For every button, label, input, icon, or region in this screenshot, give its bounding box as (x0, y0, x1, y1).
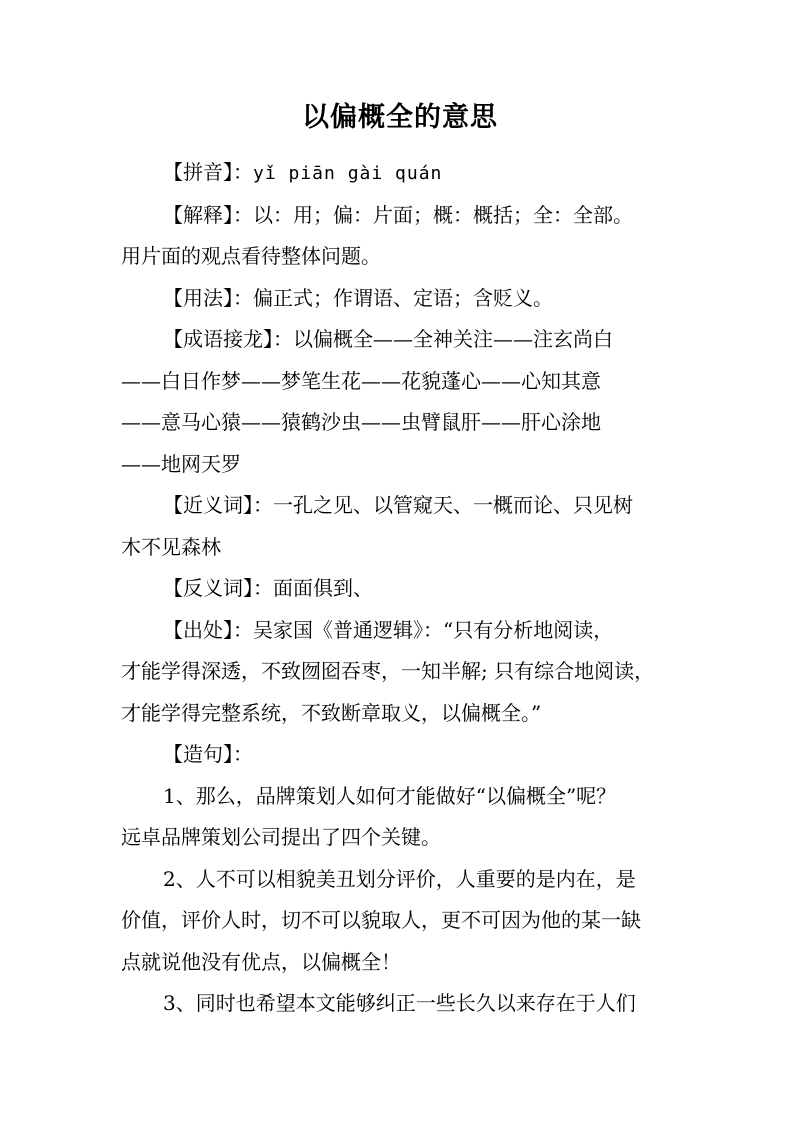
example-2-line-1: 2、人不可以相貌美丑划分评价，人重要的是内在，是 (163, 866, 636, 891)
example-1-line-1: 1、那么，品牌策划人如何才能做好“以偏概全”呢？ (163, 783, 617, 808)
synonyms-text-1: 一孔之见、以管窥天、一概而论、只见树 (273, 493, 633, 517)
idiom-chain-text-1: 以偏概全——全神关注——注玄尚白 (293, 327, 613, 351)
antonyms-entry (121, 568, 681, 610)
usage-entry (121, 278, 681, 320)
explanation-label: 【解释】： (163, 202, 253, 227)
pinyin-label: 【拼音】： (163, 160, 253, 184)
synonyms-line-2: 木不见森林 (121, 534, 221, 559)
source-line-2: 才能学得深透，不致囫囵吞枣，一知半解; 只有综合地阅读， (121, 659, 655, 683)
idiom-chain-line-4: ——地网天罗 (121, 451, 241, 476)
antonyms-label: 【反义词】： (163, 576, 273, 600)
source-text-1: 吴家国《普通逻辑》：“只有分析地阅读， (253, 617, 614, 642)
antonyms-value: 面面俱到、 (273, 576, 373, 600)
idiom-chain-entry (121, 319, 681, 485)
example-sentence-1 (121, 776, 681, 859)
explanation-line-2: 用片面的观点看待整体问题。 (121, 244, 381, 268)
synonyms-line-1 (121, 485, 681, 527)
usage-label: 【用法】： (163, 285, 253, 310)
synonyms-entry (121, 485, 681, 568)
source-line-3: 才能学得完整系统，不致断章取义，以偏概全。” (121, 700, 542, 725)
idiom-chain-line-2: ——白日作梦——梦笔生花——花貌蓬心——心知其意 (121, 368, 601, 393)
example-2-line-3: 点就说他没有优点，以偏概全！ (121, 949, 401, 974)
example-2-line-2: 价值，评价人时，切不可以貌取人，更不可因为他的某一缺 (121, 908, 641, 932)
source-entry (121, 610, 681, 735)
examples-label: 【造句】： (163, 742, 253, 766)
idiom-chain-label: 【成语接龙】： (163, 327, 293, 351)
document-body (121, 152, 681, 1025)
example-sentence-2 (121, 859, 681, 984)
usage-value: 偏正式；作谓语、定语；含贬义。 (253, 285, 553, 310)
pinyin-value: yǐ piān gài quán (253, 163, 443, 184)
example-sentence-3 (121, 983, 681, 1025)
explanation-line-1 (121, 195, 681, 237)
idiom-chain-line-1 (121, 319, 681, 361)
document-title: 以偏概全的意思 (302, 102, 498, 133)
idiom-chain-line-3: ——意马心猿——猿鹤沙虫——虫臂鼠肝——肝心涂地 (121, 410, 601, 434)
pinyin-entry (121, 152, 681, 195)
examples-heading (121, 734, 681, 776)
explanation-entry (121, 195, 681, 278)
explanation-text-1: 以：用；偏：片面；概：概括；全：全部。 (253, 202, 633, 227)
example-1-line-2: 远卓品牌策划公司提出了四个关键。 (121, 825, 441, 849)
example-3-line-1: 3、同时也希望本文能够纠正一些长久以来存在于人们 (163, 991, 636, 1015)
source-label: 【出处】： (163, 617, 253, 642)
source-line-1 (121, 610, 681, 652)
synonyms-label: 【近义词】： (163, 493, 273, 517)
